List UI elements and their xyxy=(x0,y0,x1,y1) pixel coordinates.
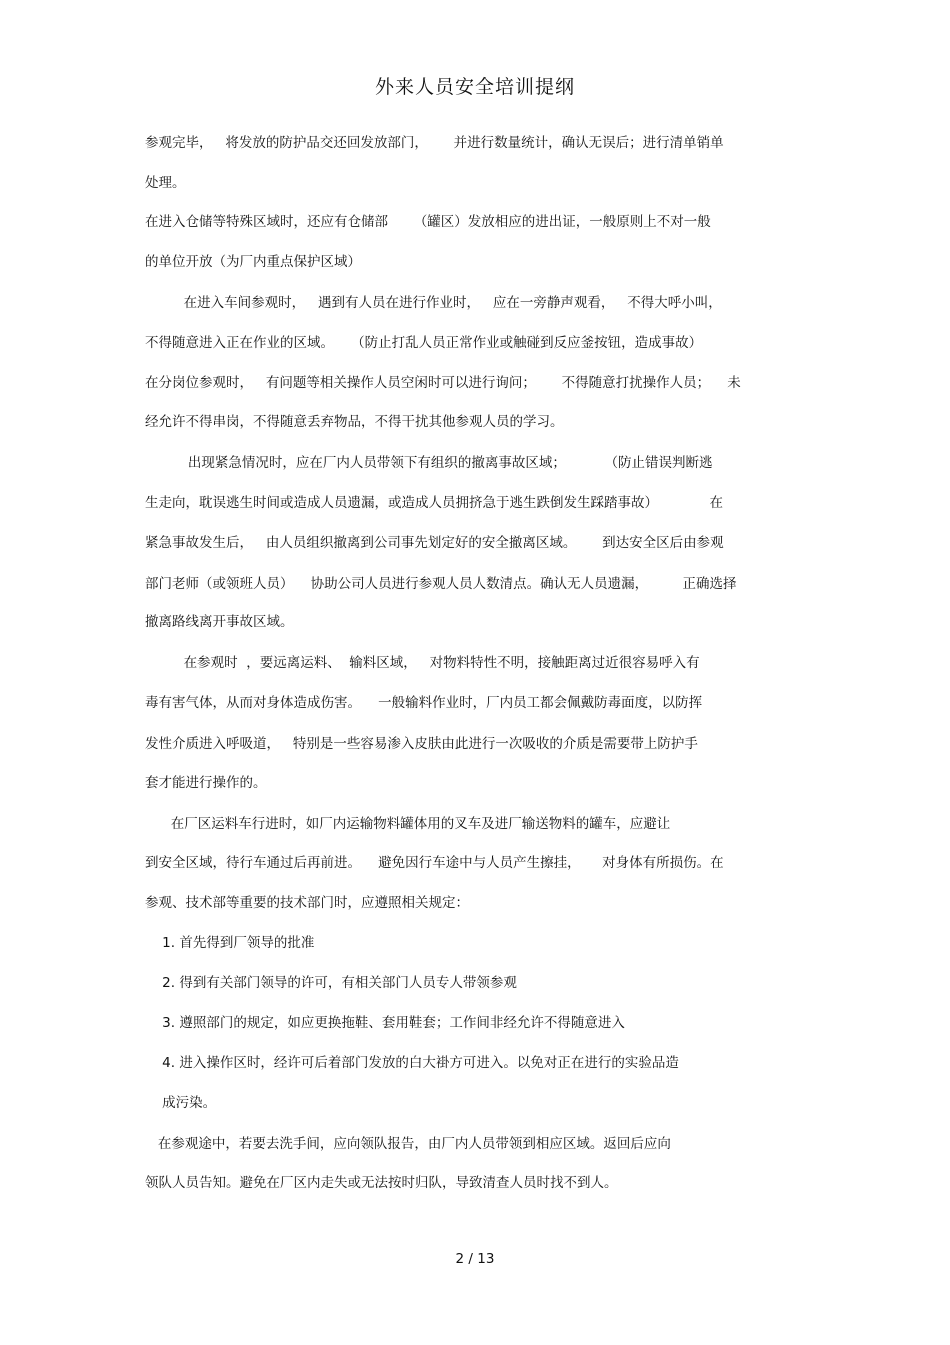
list-item: 3. 遵照部门的规定，如应更换拖鞋、套用鞋套；工作间非经允许不得随意进入 xyxy=(145,1015,625,1031)
page-title: 外来人员安全培训提纲 xyxy=(374,76,575,98)
text-line: 领队人员告知。避免在厂区内走失或无法按时归队，导致清查人员时找不到人。 xyxy=(145,1175,618,1191)
text-line: 在参观时 ，要远离运料、 输料区域， 对物料特性不明，接触距离过近很容易呼入有 xyxy=(145,655,700,671)
text-line: 套才能进行操作的。 xyxy=(145,775,267,791)
text-line: 处理。 xyxy=(145,175,186,191)
text-line: 在进入仓储等特殊区域时，还应有仓储部 （罐区）发放相应的进出证，一般原则上不对一般 xyxy=(145,214,711,230)
text-line: 紧急事故发生后， 由人员组织撤离到公司事先划定好的安全撤离区域。 到达安全区后由参观 xyxy=(145,535,724,551)
text-line: 在进入车间参观时， 遇到有人员在进行作业时， 应在一旁静声观看， 不得大呼小叫， xyxy=(145,295,722,311)
text-line: 参观完毕， 将发放的防护品交还回发放部门， 并进行数量统计，确认无误后；进行清单销单 xyxy=(145,135,724,151)
text-line: 不得随意进入正在作业的区域。 （防止打乱人员正常作业或触碰到反应釜按钮，造成事故） xyxy=(145,335,703,351)
text-line: 出现紧急情况时，应在厂内人员带领下有组织的撤离事故区域； （防止错误判断逃 xyxy=(145,455,713,471)
text-line: 撤离路线离开事故区域。 xyxy=(145,614,294,630)
text-line: 在厂区运料车行进时，如厂内运输物料罐体用的叉车及进厂输送物料的罐车，应避让 xyxy=(145,816,671,832)
list-item: 2. 得到有关部门领导的许可，有相关部门人员专人带领参观 xyxy=(145,975,517,991)
text-line: 参观、技术部等重要的技术部门时，应遵照相关规定： xyxy=(145,895,469,911)
text-line: 经允许不得串岗，不得随意丢弃物品，不得干扰其他参观人员的学习。 xyxy=(145,414,564,430)
text-line: 在参观途中，若要去洗手间，应向领队报告，由厂内人员带领到相应区域。返回后应向 xyxy=(145,1136,671,1152)
text-line: 生走向，耽误逃生时间或造成人员遗漏，或造成人员拥挤急于逃生跌倒发生踩踏事故） 在 xyxy=(145,495,723,511)
text-line: 在分岗位参观时， 有问题等相关操作人员空闲时可以进行询问； 不得随意打扰操作人员； 未 xyxy=(145,375,741,391)
text-line: 的单位开放（为厂内重点保护区域） xyxy=(145,254,361,270)
text-line: 毒有害气体，从而对身体造成伤害。 一般输料作业时，厂内员工都会佩戴防毒面度，以防挥 xyxy=(145,695,703,711)
text-line: 到安全区域，待行车通过后再前进。 避免因行车途中与人员产生擦挂， 对身体有所损伤。在 xyxy=(145,855,724,871)
list-item: 成污染。 xyxy=(145,1095,217,1111)
text-line: 发性介质进入呼吸道， 特别是一些容易渗入皮肤由此进行一次吸收的介质是需要带上防护手 xyxy=(145,736,698,752)
list-item: 1. 首先得到厂领导的批准 xyxy=(145,935,315,951)
list-item: 4. 进入操作区时，经许可后着部门发放的白大褂方可进入。以免对正在进行的实验品造 xyxy=(145,1055,679,1071)
page-number: 2 / 13 xyxy=(455,1251,495,1267)
text-line: 部门老师（或领班人员） 协助公司人员进行参观人员人数清点。确认无人员遗漏， 正确选择 xyxy=(145,576,737,592)
